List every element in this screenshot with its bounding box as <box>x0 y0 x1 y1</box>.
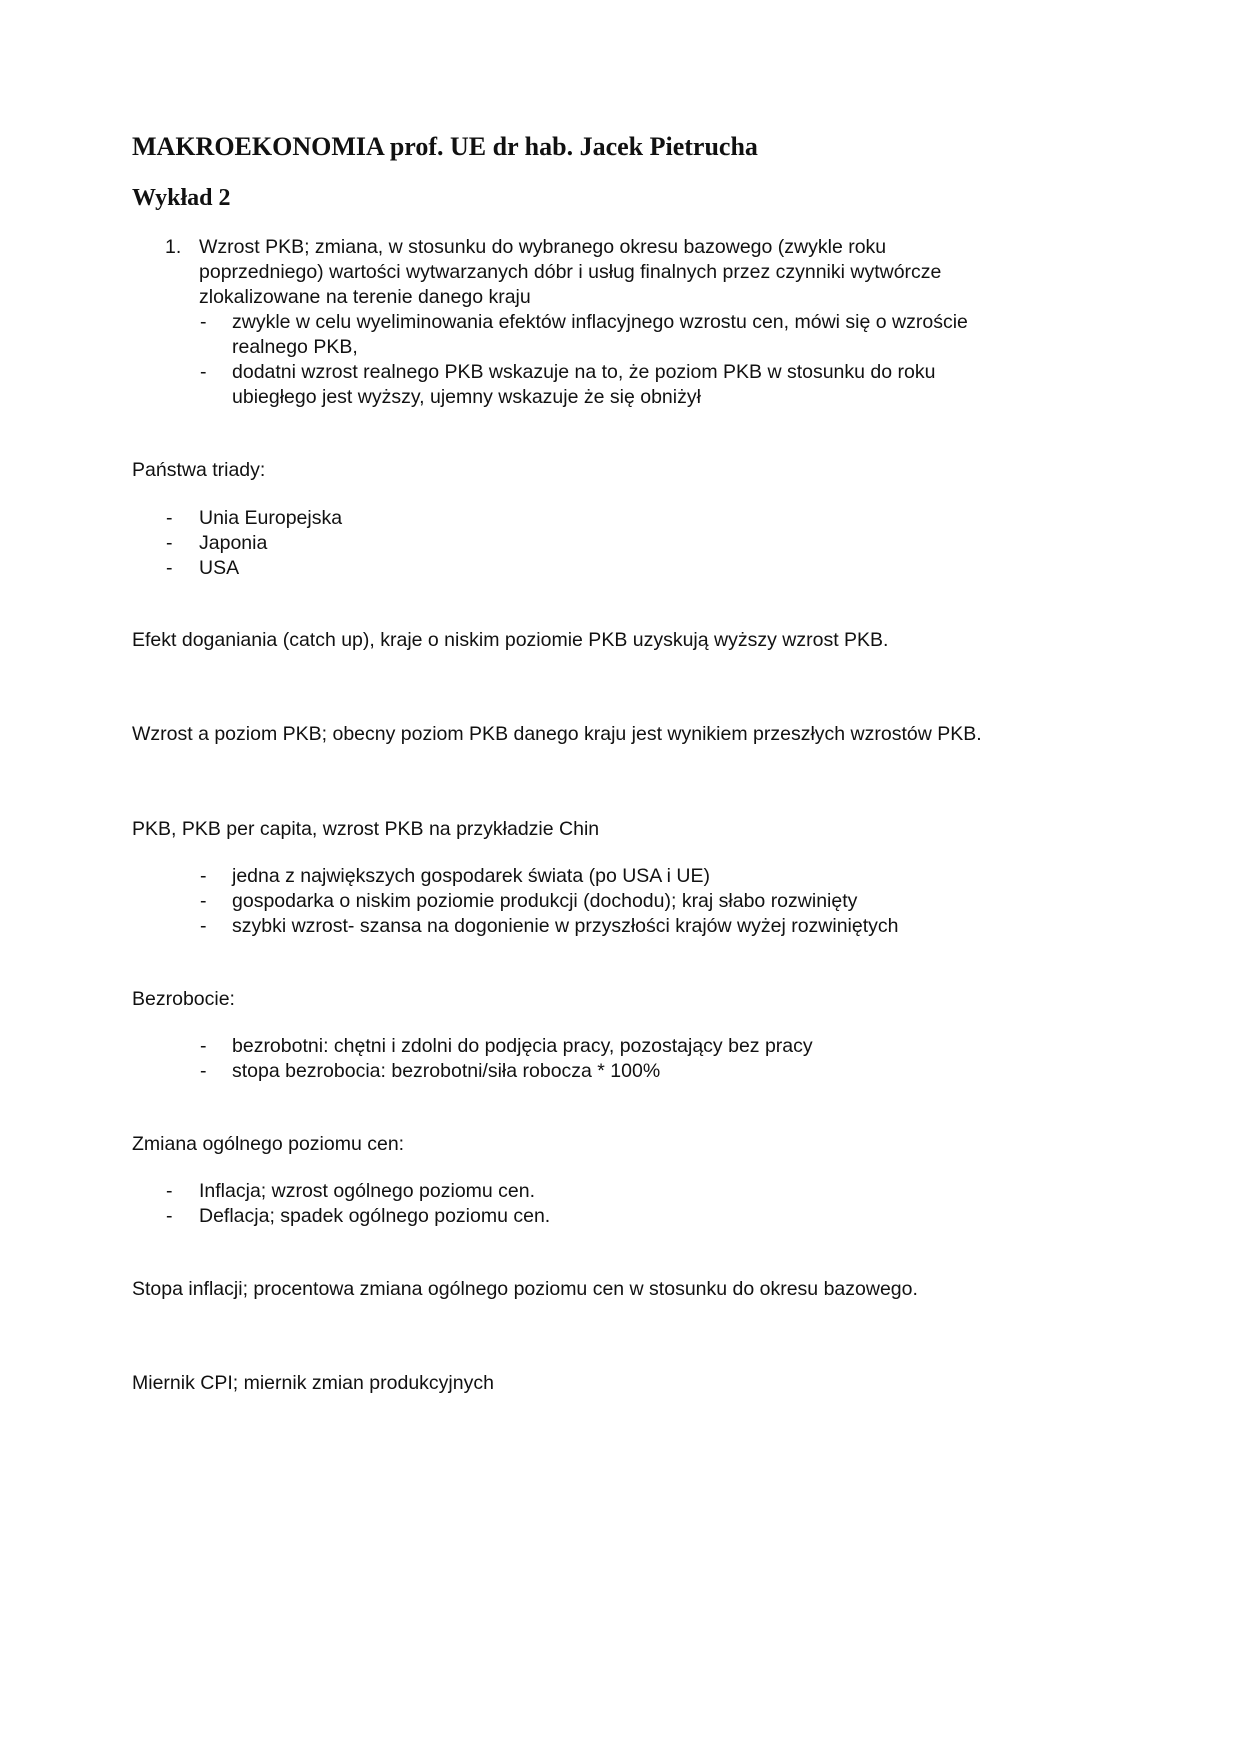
list-number: 1. <box>165 236 182 258</box>
section-heading: PKB, PKB per capita, wzrost PKB na przykładzie Chin <box>132 818 600 840</box>
bullet-dash: - <box>166 1180 173 1202</box>
list-item: Inflacja; wzrost ogólnego poziomu cen. <box>199 1180 536 1202</box>
paragraph: Wzrost a poziom PKB; obecny poziom PKB danego kraju jest wynikiem przeszłych wzrostów PKB. <box>132 723 982 745</box>
bullet-dash: - <box>200 865 207 887</box>
lecture-subtitle: Wykład 2 <box>132 185 231 211</box>
list-item: USA <box>199 557 240 579</box>
paragraph: Efekt doganiania (catch up), kraje o niskim poziomie PKB uzyskują wyższy wzrost PKB. <box>132 629 889 651</box>
bullet-dash: - <box>200 1060 207 1082</box>
paragraph-line: Wzrost PKB; zmiana, w stosunku do wybranego okresu bazowego (zwykle roku <box>199 236 887 258</box>
list-item: gospodarka o niskim poziomie produkcji (dochodu); kraj słabo rozwinięty <box>232 890 858 912</box>
bullet-dash: - <box>166 557 173 579</box>
bullet-text: dodatni wzrost realnego PKB wskazuje na to, że poziom PKB w stosunku do roku <box>232 361 936 383</box>
bullet-dash: - <box>200 890 207 912</box>
bullet-dash: - <box>166 532 173 554</box>
bullet-dash: - <box>166 507 173 529</box>
bullet-dash: - <box>200 915 207 937</box>
list-item: Deflacja; spadek ogólnego poziomu cen. <box>199 1205 551 1227</box>
list-item: bezrobotni: chętni i zdolni do podjęcia pracy, pozostający bez pracy <box>232 1035 813 1057</box>
paragraph: Miernik CPI; miernik zmian produkcyjnych <box>132 1372 494 1394</box>
section-heading: Państwa triady: <box>132 459 266 481</box>
list-item: jedna z największych gospodarek świata (po USA i UE) <box>232 865 710 887</box>
bullet-dash: - <box>200 361 207 383</box>
document-title: MAKROEKONOMIA prof. UE dr hab. Jacek Pietrucha <box>132 132 758 161</box>
list-item: stopa bezrobocia: bezrobotni/siła robocza * 100% <box>232 1060 661 1082</box>
section-heading: Bezrobocie: <box>132 988 235 1010</box>
bullet-text: ubiegłego jest wyższy, ujemny wskazuje że się obniżył <box>232 386 701 408</box>
bullet-dash: - <box>200 311 207 333</box>
bullet-dash: - <box>200 1035 207 1057</box>
bullet-dash: - <box>166 1205 173 1227</box>
list-item: Japonia <box>199 532 268 554</box>
list-item: Unia Europejska <box>199 507 343 529</box>
paragraph: Stopa inflacji; procentowa zmiana ogólnego poziomu cen w stosunku do okresu bazowego. <box>132 1278 918 1300</box>
bullet-text: zwykle w celu wyeliminowania efektów inflacyjnego wzrostu cen, mówi się o wzroście <box>232 311 968 333</box>
section-heading: Zmiana ogólnego poziomu cen: <box>132 1133 405 1155</box>
paragraph-line: poprzedniego) wartości wytwarzanych dóbr i usług finalnych przez czynniki wytwórcze <box>199 261 942 283</box>
bullet-text: realnego PKB, <box>232 336 358 358</box>
paragraph-line: zlokalizowane na terenie danego kraju <box>199 286 531 308</box>
list-item: szybki wzrost- szansa na dogonienie w przyszłości krajów wyżej rozwiniętych <box>232 915 899 937</box>
